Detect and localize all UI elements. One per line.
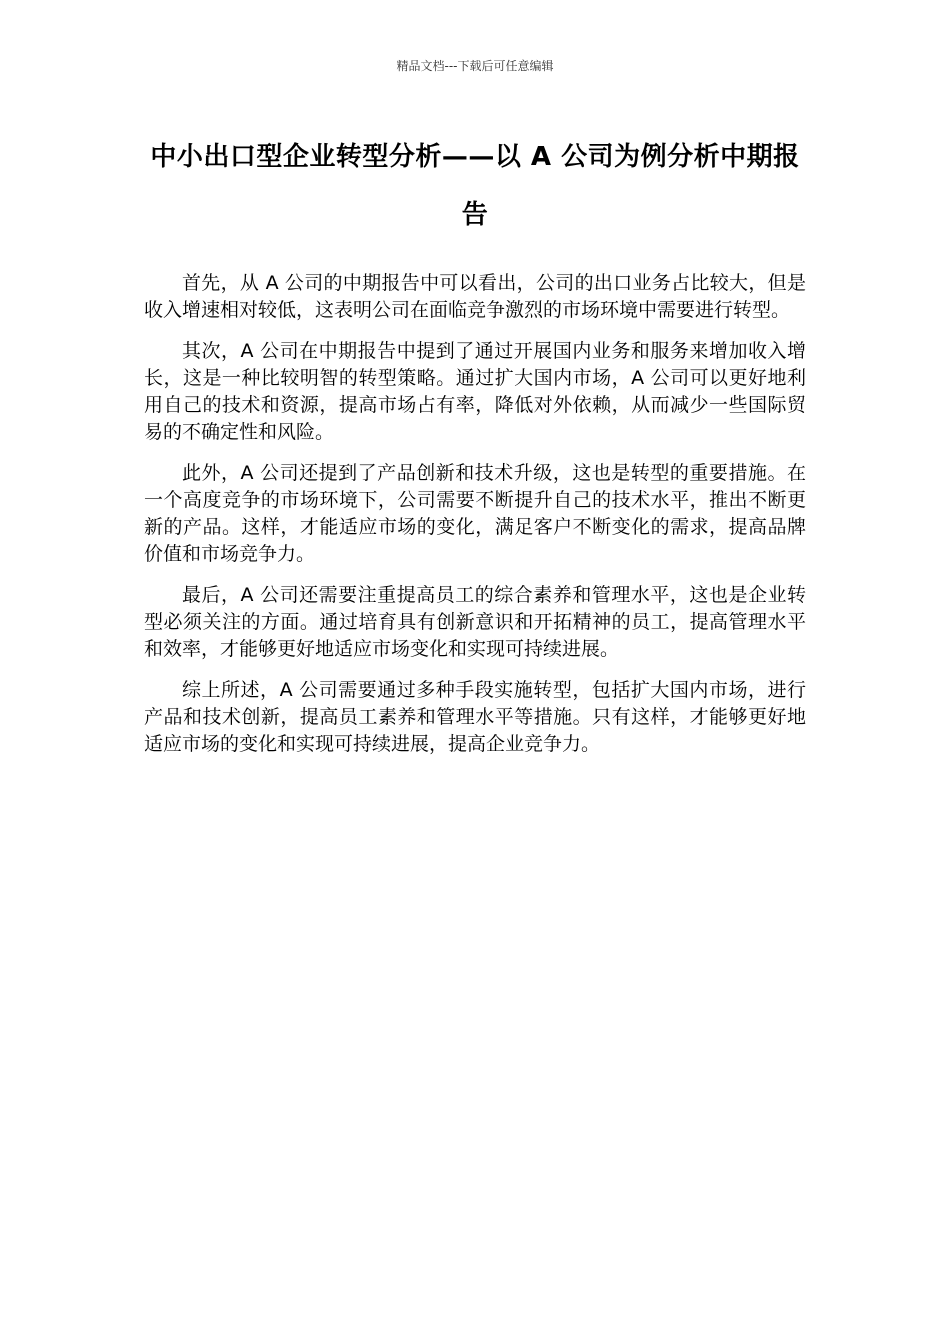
paragraph-4: 最后，A 公司还需要注重提高员工的综合素养和管理水平，这也是企业转型必须关注的方面。通过培育具有创新意识和开拓精神的员工，提高管理水平和效率，才能够更好地适应市场变化和实现可持续进展。 — [144, 584, 806, 660]
paragraph-2: 其次，A 公司在中期报告中提到了通过开展国内业务和服务来增加收入增长，这是一种比较明智的转型策略。通过扩大国内市场，A 公司可以更好地利用自己的技术和资源，提高市场占有率，降低对外依赖，从而减少一些国际贸易的不确定性和风险。 — [144, 340, 806, 443]
document-body — [144, 270, 806, 772]
paragraph-5: 综上所述，A 公司需要通过多种手段实施转型，包括扩大国内市场，进行产品和技术创新，提高员工素养和管理水平等措施。只有这样，才能够更好地适应市场的变化和实现可持续进展，提高企业竞争力。 — [144, 679, 806, 755]
paragraph-1: 首先，从 A 公司的中期报告中可以看出，公司的出口业务占比较大，但是收入增速相对较低，这表明公司在面临竞争激烈的市场环境中需要进行转型。 — [144, 272, 806, 321]
paragraph-3: 此外，A 公司还提到了产品创新和技术升级，这也是转型的重要措施。在一个高度竞争的市场环境下，公司需要不断提升自己的技术水平，推出不断更新的产品。这样，才能适应市场的变化，满足客户不断变化的需求，提高品牌价值和市场竞争力。 — [144, 462, 806, 565]
header-note: 精品文档---下载后可任意编辑 — [396, 59, 554, 73]
document-title: 中小出口型企业转型分析——以 A 公司为例分析中期报告 — [150, 142, 800, 230]
